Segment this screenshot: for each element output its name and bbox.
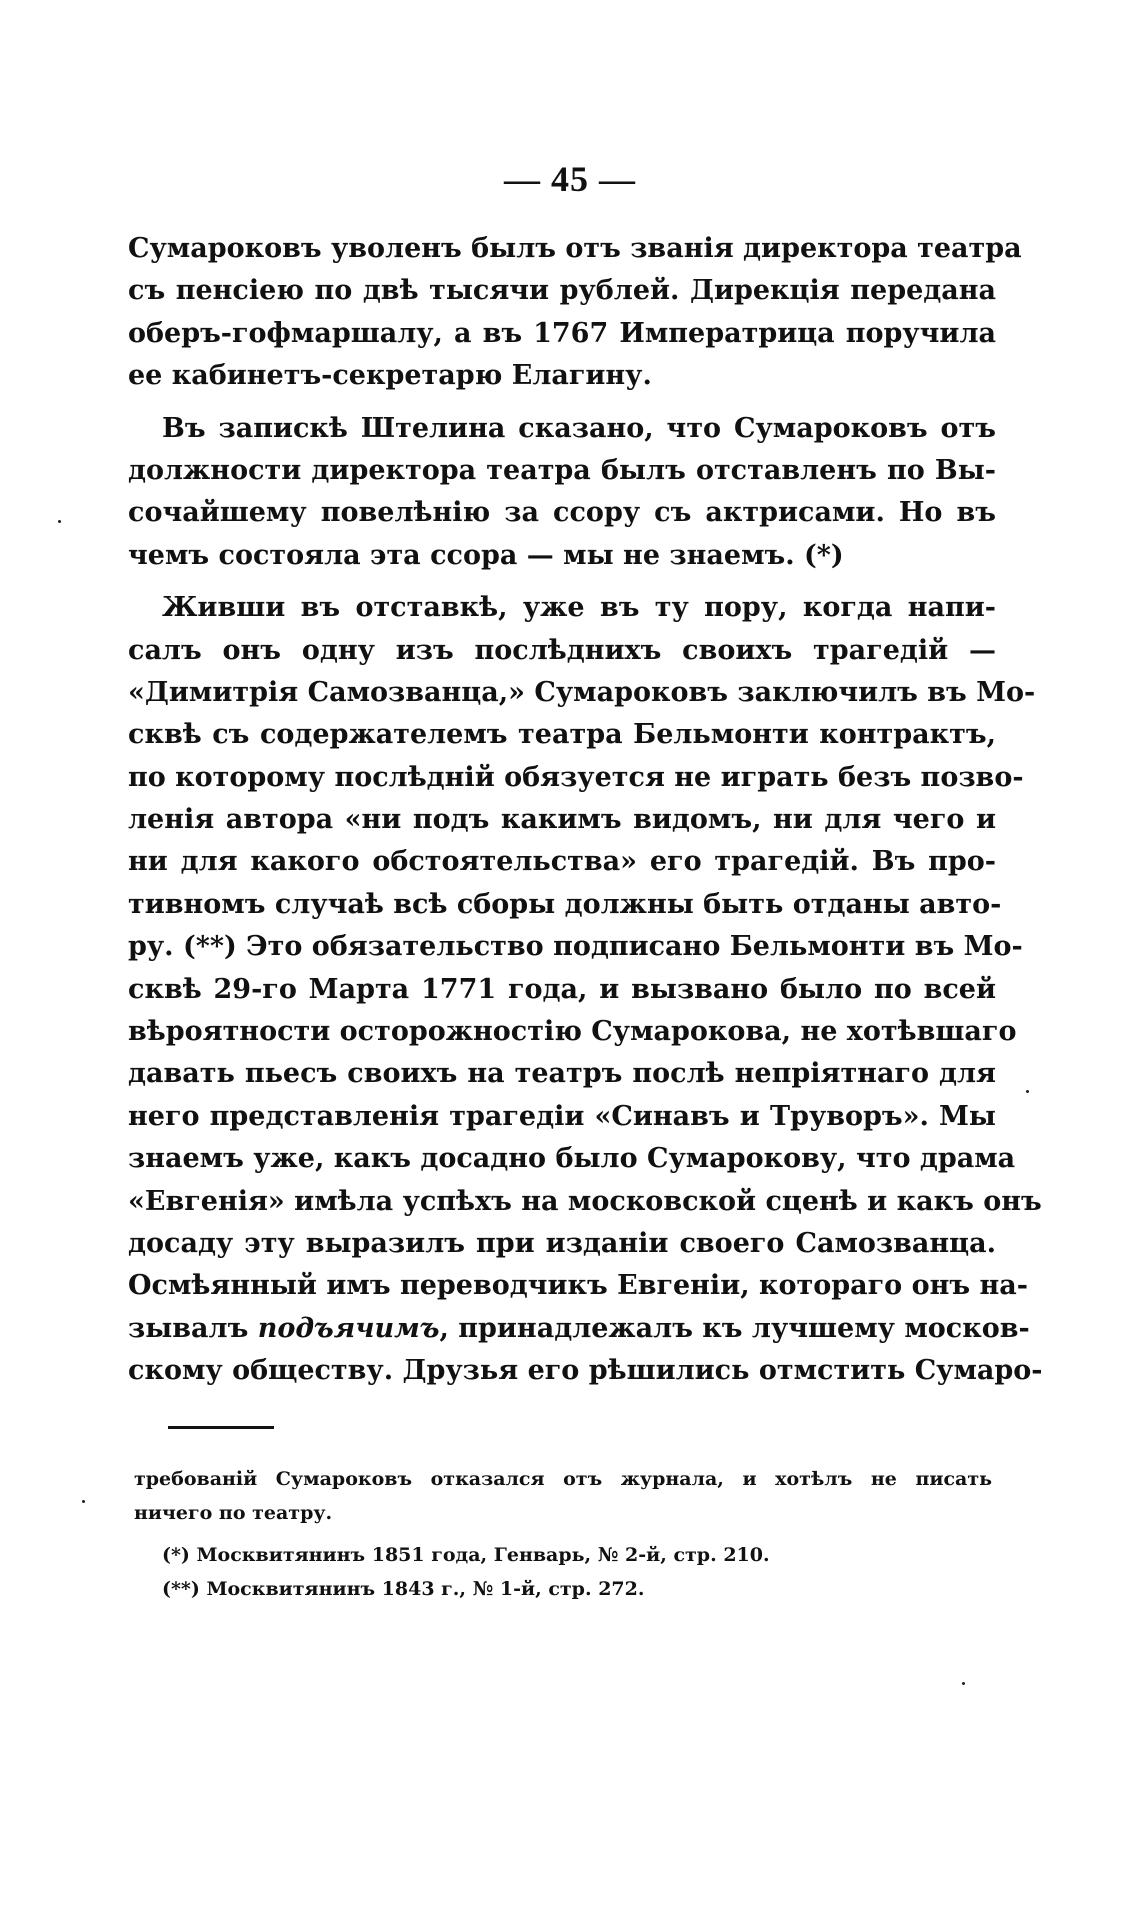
text-line: Въ запискѣ Штелина сказано, что Сумароковъ отъ — [162, 412, 996, 444]
text-line: должности директора театра былъ отставленъ по Вы- — [128, 454, 996, 486]
footnotes — [134, 1462, 992, 1606]
scan-speck — [1026, 1090, 1029, 1093]
text-line: тивномъ случаѣ всѣ сборы должны быть отданы авто- — [128, 888, 1002, 920]
text-line: съ пенсіею по двѣ тысячи рублей. Дирекція передана — [128, 275, 996, 307]
text-line: ее кабинетъ-секретарю Елагину. — [128, 360, 652, 392]
text-line: оберъ-гофмаршалу, а въ 1767 Императрица поручила — [128, 317, 996, 349]
text-line: по которому послѣдній обязуется не играть безъ позво- — [128, 761, 1024, 793]
text-line: знаемъ уже, какъ досадно было Сумарокову, что драма — [128, 1143, 1016, 1175]
footnote-continuation-line: ничего по театру. — [134, 1502, 333, 1524]
paragraph — [128, 587, 1043, 1392]
scan-speck — [58, 520, 61, 523]
text-line: Сумароковъ уволенъ былъ отъ званія директора театра — [128, 233, 1022, 264]
scan-speck — [82, 1500, 85, 1503]
text-line: вѣроятности осторожностію Сумарокова, не хотѣвшаго — [128, 1016, 1017, 1048]
text-line: давать пьесъ своихъ на театръ послѣ непріятнаго для — [128, 1058, 996, 1090]
text-line: салъ онъ одну изъ послѣднихъ своихъ трагедій — — [128, 634, 996, 666]
text-line: Осмѣянный имъ переводчикъ Евгеніи, котораго онъ на- — [128, 1270, 1028, 1302]
text-line: ленія автора «ни подъ какимъ видомъ, ни для чего и — [128, 804, 996, 836]
main-text — [128, 228, 1043, 1393]
text-line: чемъ состояла эта ссора — мы не знаемъ. (*) — [128, 539, 844, 571]
text-line: ни для какого обстоятельства» его трагедій. Въ про- — [128, 846, 996, 878]
text-line: сочайшему повелѣнію за ссору съ актрисами. Но въ — [128, 497, 996, 529]
scan-speck — [962, 1682, 965, 1685]
italic-word: подъячимъ — [257, 1312, 440, 1344]
text-line: скому обществу. Друзья его рѣшились отмстить Сумаро- — [128, 1355, 1043, 1387]
page-number: — 45 — — [504, 159, 636, 199]
text-line: ру. (**) Это обязательство подписано Бельмонти въ Мо- — [128, 931, 1023, 963]
text-line: «Евгенія» имѣла успѣхъ на московской сценѣ и какъ онъ — [128, 1185, 1042, 1217]
text-line: «Димитрія Самозванца,» Сумароковъ заключилъ въ Мо- — [128, 676, 1036, 708]
text-line: сквѣ съ содержателемъ театра Бельмонти контрактъ, — [128, 719, 996, 751]
footnote-divider — [168, 1426, 274, 1429]
paragraph — [128, 408, 996, 578]
text-line: досаду эту выразилъ при изданіи своего Самозванца. — [128, 1227, 996, 1259]
text-line: Живши въ отставкѣ, уже въ ту пору, когда напи- — [162, 592, 996, 624]
text-line: зывалъ подъячимъ, принадлежалъ къ лучшему москов- — [128, 1312, 1030, 1344]
footnote-2: (**) Москвитянинъ 1843 г., № 1-й, стр. 272. — [162, 1578, 645, 1600]
footnote-1: (*) Москвитянинъ 1851 года, Генварь, № 2-й, стр. 210. — [162, 1544, 770, 1566]
paragraph — [128, 228, 1022, 398]
text-line: сквѣ 29-го Марта 1771 года, и вызвано было по всей — [128, 973, 996, 1005]
text-line: него представленія трагедіи «Синавъ и Труворъ». Мы — [128, 1100, 996, 1132]
footnote-continuation-line: требованій Сумароковъ отказался отъ журнала, и хотѣлъ не писать — [134, 1468, 992, 1490]
